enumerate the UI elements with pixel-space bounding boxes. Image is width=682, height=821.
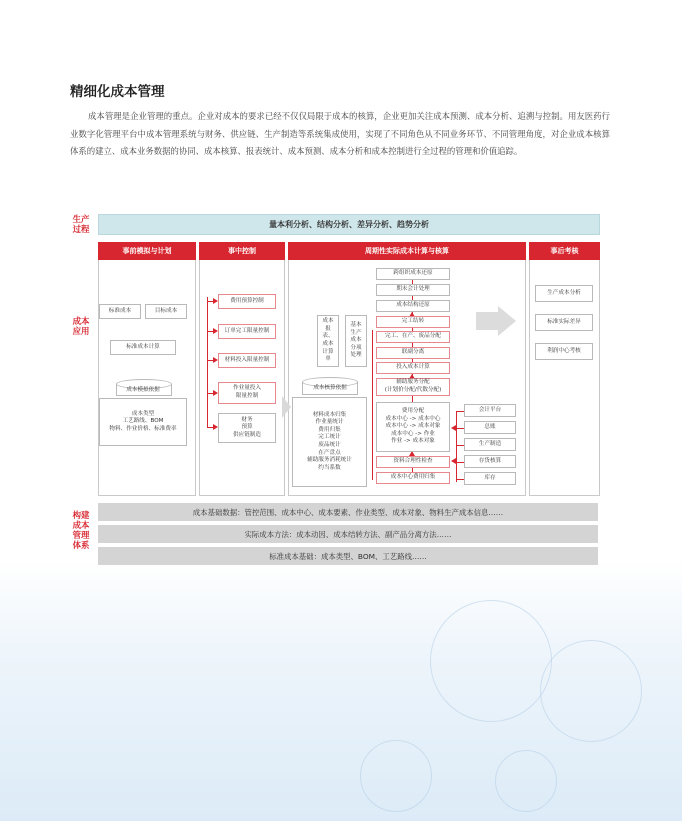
source-line	[456, 445, 464, 446]
sim-basis-label: 成本模拟依据	[126, 387, 160, 393]
flow-chevron	[476, 312, 498, 330]
column-pre-header: 事前模拟与计划	[98, 242, 196, 260]
chain-step: 资料合理性检查	[376, 456, 450, 468]
source-line	[456, 411, 457, 482]
finance-box	[218, 413, 276, 443]
page-title: 精细化成本管理	[70, 84, 165, 99]
label-production-process: 生产过程	[72, 214, 90, 234]
decor-circle	[430, 600, 552, 722]
basic-analysis-text: 基本 生产 成本 分项 处理	[350, 322, 362, 359]
label-cost-application: 成本应用	[72, 316, 90, 336]
column-mid	[199, 242, 285, 496]
report-box	[317, 315, 339, 367]
source-inventory: 库存	[464, 472, 516, 485]
std-calc-box: 标准成本计算	[110, 340, 176, 355]
post-cost-analysis: 生产成本分析	[535, 285, 593, 302]
column-period-header: 周期性实际成本计算与核算	[288, 242, 526, 260]
column-mid-header: 事中控制	[199, 242, 285, 260]
source-arrow	[451, 458, 456, 464]
calc-detail-text: 材料成本归集 作业量统计 费用归集 完工统计 废品统计 在产盘点 辅助服务消耗统计 约当系数	[307, 411, 352, 471]
source-accounting-platform: 会计平台	[464, 404, 516, 417]
label-build-system: 构建成本管理体系	[72, 510, 90, 550]
basis-bar-cost-data: 成本基础数据：管控范围、成本中心、成本要素、作业类型、成本对象、物料生产成本信息……	[98, 503, 598, 521]
calc-detail-box	[292, 397, 367, 487]
column-pre	[98, 242, 196, 496]
decor-circle	[540, 640, 642, 742]
column-post-header: 事后考核	[529, 242, 600, 260]
source-inventory-accounting: 存货核算	[464, 455, 516, 468]
chain-line	[372, 330, 373, 480]
finance-text: 财务 预算 供应链制造	[233, 416, 261, 438]
basic-analysis-box	[345, 315, 367, 367]
post-profit-center: 利润中心考核	[535, 343, 593, 360]
decor-circle	[360, 740, 432, 812]
source-manufacturing: 生产制造	[464, 438, 516, 451]
op-qty-box	[218, 382, 276, 404]
material-qty-box: 材料投入限量控制	[218, 353, 276, 368]
chain-step: 跨组织成本还原	[376, 268, 450, 280]
chain-step: 投入成本计算	[376, 362, 450, 374]
chain-step-text: 辅助服务分配 (计划价分配/代数分配)	[384, 379, 442, 393]
chain-step: 完工结转	[376, 316, 450, 328]
source-line	[456, 411, 464, 412]
chain-step: 完工、在产、废品分配	[376, 331, 450, 343]
basis-bar-actual-method: 实际成本方法：成本动因、成本结转方法、副产品分离方法……	[98, 525, 598, 543]
basis-bar-std-basis: 标准成本基础：成本类型、BOM、工艺路线……	[98, 547, 598, 565]
intro-paragraph: 成本管理是企业管理的重点。企业对成本的要求已经不仅仅局限于成本的核算，企业更加关注成本预测、成本分析、追溯与控制。用友医药行业数字化管理平台中成本管理系统与财务、供应链、生产制造等系统集成使用，实现了不同角色从不同业务环节、不同管理角度，对企业成本核算体系的建立、成本业务数据的协同、成本核算、报表统计、成本预测、成本分析和成本控制进行全过程的管理和价值追踪。	[70, 111, 610, 156]
fee-budget-box: 费用预算控制	[218, 294, 276, 309]
chain-step	[376, 378, 450, 396]
source-line	[456, 428, 464, 429]
chain-step: 期末会计处理	[376, 284, 450, 296]
source-general-ledger: 总账	[464, 421, 516, 434]
chain-step: 成本中心费用归集	[376, 472, 450, 484]
mid-connector	[207, 297, 208, 427]
sim-detail-box	[99, 398, 187, 446]
post-std-diff: 标准实际差异	[535, 314, 593, 331]
calc-basis-label: 成本核算依据	[313, 385, 347, 391]
report-text: 成本 报表、 成本 计算单	[322, 318, 334, 363]
flow-chevron	[282, 396, 291, 418]
chain-step-text: 费用分配 成本中心 -> 成本中心 成本中心 -> 成本对象 成本中心 -> 作业 作业 -> 成本对象	[385, 408, 441, 445]
source-line	[456, 462, 464, 463]
decor-circle	[495, 750, 557, 812]
chain-step: 联副分离	[376, 347, 450, 359]
target-cost-box: 目标成本	[145, 304, 187, 319]
std-cost-box: 标准成本	[99, 304, 141, 319]
source-line	[456, 479, 464, 480]
flow-chevron	[498, 306, 516, 336]
sim-detail-text: 成本类型 工艺路线、BOM 物料、作业价格、标准费率	[109, 410, 177, 432]
chain-step: 成本结构还原	[376, 300, 450, 312]
chain-step	[376, 402, 450, 452]
op-qty-text: 作业量投入 限量控制	[233, 385, 261, 399]
analysis-bar: 量本利分析、结构分析、差异分析、趋势分析	[98, 214, 600, 235]
column-post	[529, 242, 600, 496]
order-qty-box: 订单完工限量控制	[218, 324, 276, 339]
